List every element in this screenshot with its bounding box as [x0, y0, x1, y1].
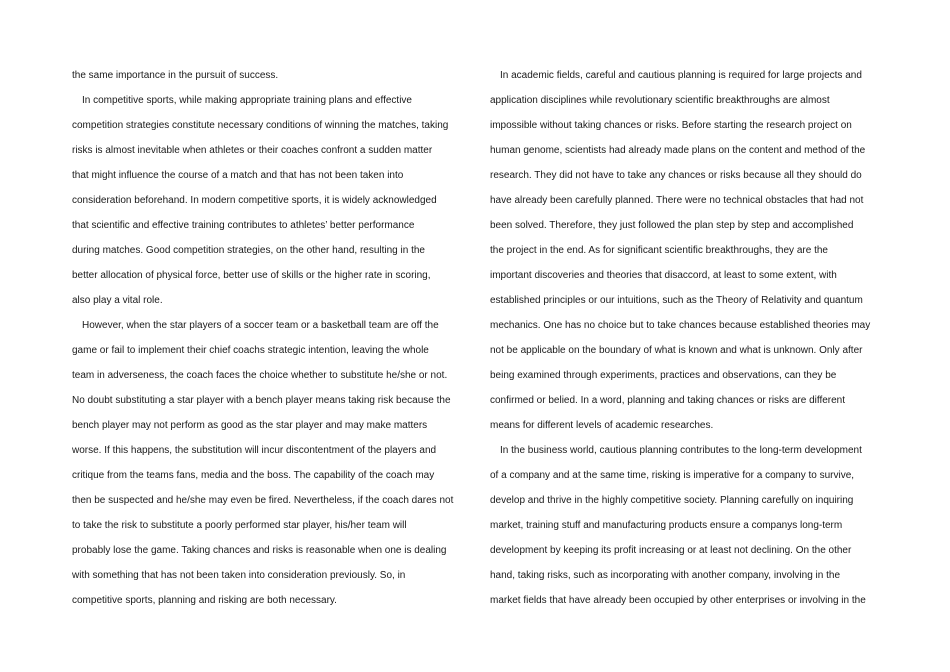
- text-line: probably lose the game. Taking chances and risks is reasonable when one is dealing: [72, 545, 447, 556]
- text-line: not be applicable on the boundary of what is known and what is unknown. Only after: [490, 345, 863, 356]
- text-line: impossible without taking chances or risks. Before starting the research project on: [490, 120, 852, 131]
- text-line: market, training stuff and manufacturing products ensure a companys long-term: [490, 520, 843, 531]
- text-line: In the business world, cautious planning contributes to the long-term development: [500, 445, 862, 456]
- text-line: of a company and at the same time, risking is imperative for a company to survive,: [490, 470, 855, 481]
- text-line: being examined through experiments, practices and observations, can they be: [490, 370, 837, 381]
- text-line: have already been carefully planned. There were no technical obstacles that had not: [490, 195, 864, 206]
- text-line: been solved. Therefore, they just followed the plan step by step and accomplished: [490, 220, 854, 231]
- text-line: established principles or our intuitions, such as the Theory of Relativity and quantum: [490, 295, 863, 306]
- text-line: better allocation of physical force, better use of skills or the higher rate in scoring,: [72, 270, 431, 281]
- text-line: means for different levels of academic researches.: [490, 420, 714, 431]
- text-line: develop and thrive in the highly competitive society. Planning carefully on inquiring: [490, 495, 854, 506]
- text-line: important discoveries and theories that disaccord, at least to some extent, with: [490, 270, 837, 281]
- text-line: game or fail to implement their chief coachs strategic intention, leaving the whole: [72, 345, 429, 356]
- text-line: the project in the end. As for significant scientific breakthroughs, they are the: [490, 245, 828, 256]
- text-line: the same importance in the pursuit of success.: [72, 70, 279, 81]
- text-line: during matches. Good competition strategies, on the other hand, resulting in the: [72, 245, 425, 256]
- text-line: confirmed or belied. In a word, planning and taking chances or risks are different: [490, 395, 846, 406]
- text-line: mechanics. One has no choice but to take chances because established theories may: [490, 320, 871, 331]
- text-line: However, when the star players of a soccer team or a basketball team are off the: [82, 320, 439, 331]
- text-line: to take the risk to substitute a poorly performed star player, his/her team will: [72, 520, 407, 531]
- text-line: also play a vital role.: [72, 295, 163, 306]
- left-text-column: [72, 63, 464, 613]
- text-line: research. They did not have to take any chances or risks because all they should do: [490, 170, 862, 181]
- text-line: that might influence the course of a match and that has not been taken into: [72, 170, 404, 181]
- text-line: then be suspected and he/she may even be fired. Nevertheless, if the coach dares not: [72, 495, 454, 506]
- text-line: application disciplines while revolutionary scientific breakthroughs are almost: [490, 95, 830, 106]
- text-line: critique from the teams fans, media and the boss. The capability of the coach may: [72, 470, 435, 481]
- text-line: worse. If this happens, the substitution will incur discontentment of the players and: [72, 445, 437, 456]
- text-line: development by keeping its profit increasing or at least not declining. On the other: [490, 545, 852, 556]
- text-line: hand, taking risks, such as incorporating with another company, involving in the: [490, 570, 841, 581]
- text-line: market fields that have already been occupied by other enterprises or involving in the: [490, 595, 866, 606]
- text-line: In academic fields, careful and cautious planning is required for large projects and: [500, 70, 862, 81]
- text-line: that scientific and effective training contributes to athletes’ better performance: [72, 220, 415, 231]
- text-line: risks is almost inevitable when athletes or their coaches confront a sudden matter: [72, 145, 433, 156]
- text-line: human genome, scientists had already made plans on the content and method of the: [490, 145, 866, 156]
- text-line: bench player may not perform as good as the star player and may make matters: [72, 420, 428, 431]
- right-text-column: [490, 63, 882, 613]
- text-line: team in adverseness, the coach faces the choice whether to substitute he/she or not.: [72, 370, 448, 381]
- text-line: with something that has not been taken into consideration previously. So, in: [72, 570, 406, 581]
- text-line: No doubt substituting a star player with a bench player means taking risk because the: [72, 395, 451, 406]
- text-line: competition strategies constitute necessary conditions of winning the matches, taking: [72, 120, 449, 131]
- text-line: consideration beforehand. In modern competitive sports, it is widely acknowledged: [72, 195, 437, 206]
- text-line: In competitive sports, while making appropriate training plans and effective: [82, 95, 412, 106]
- text-line: competitive sports, planning and risking are both necessary.: [72, 595, 337, 606]
